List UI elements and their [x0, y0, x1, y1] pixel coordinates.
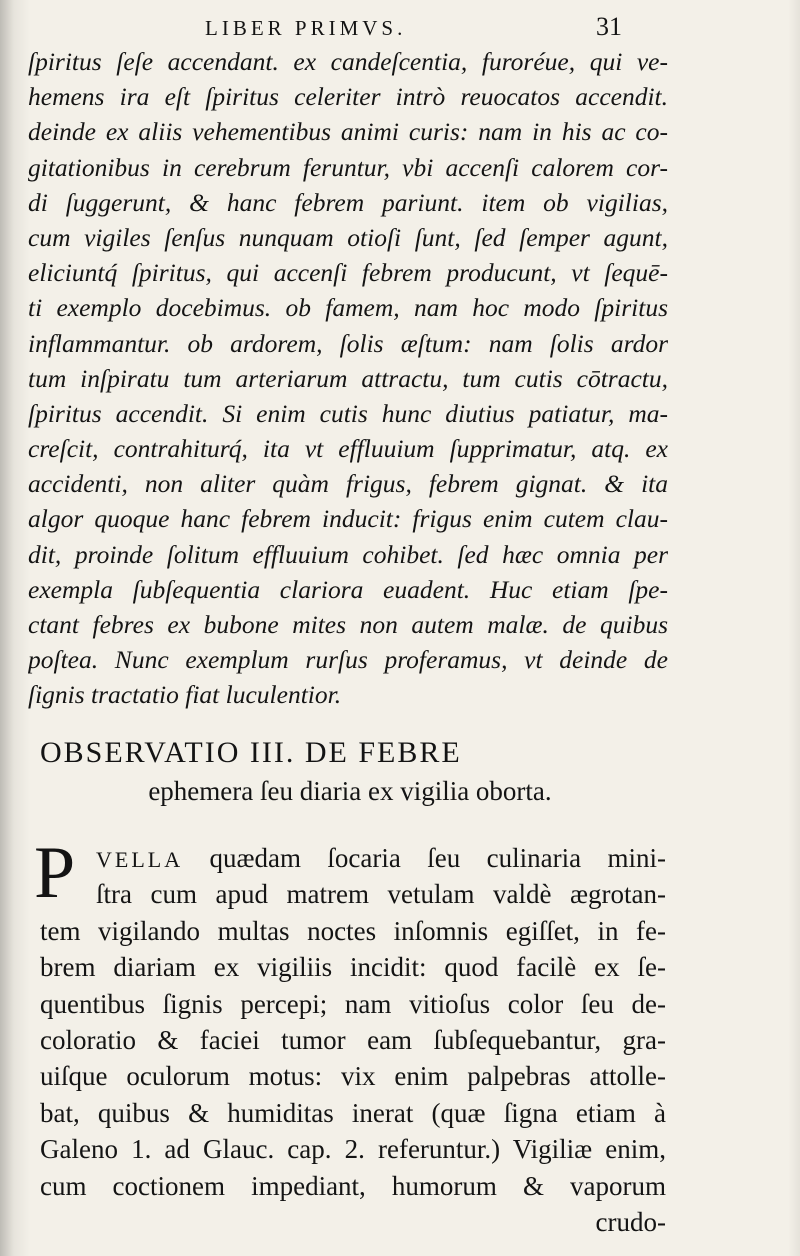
text-line: tem vigilando multas noctes inſomnis egiſſet, in fe-	[40, 915, 666, 946]
text-line: uiſque oculorum motus: vix enim palpebras attolle-	[40, 1061, 666, 1092]
first-line-text: quædam ſocaria ſeu culinaria mini-	[209, 843, 666, 873]
text-line: exempla ſubſequentia clariora euadent. Huc etiam ſpe-	[28, 574, 668, 604]
text-line: ſignis tractatio fiat luculentior.	[28, 680, 342, 710]
text-line: ſpiritus ſeſe accendant. ex candeſcentia, furoréue, qui ve-	[28, 47, 668, 76]
drop-cap-initial: P	[34, 832, 76, 914]
text-line: dit, proinde ſolitum effluuium cohibet. ſed hæc omnia per	[28, 539, 668, 569]
catchword: crudo-	[595, 1206, 666, 1237]
text-line: poſtea. Nunc exemplum rurſus proferamus, vt deinde de	[28, 645, 668, 675]
text-line: Galeno 1. ad Glauc. cap. 2. referuntur.) Vigiliæ enim,	[40, 1134, 666, 1165]
text-line: eliciuntq́ ſpiritus, qui accenſi febrem producunt, vt ſequē-	[28, 258, 668, 288]
section-heading: OBSERVATIO III. DE FEBRE	[40, 736, 462, 769]
text-line: accidenti, non aliter quàm frigus, febrem gignat. & ita	[28, 469, 668, 499]
text-line: cum coctionem impediant, humorum & vaporum	[40, 1170, 666, 1201]
text-line: tum inſpiratu tum arteriarum attractu, tum cutis cōtractu,	[28, 363, 668, 393]
text-line: ſpiritus accendit. Si enim cutis hunc diutius patiatur, ma-	[28, 398, 668, 428]
running-head: LIBER PRIMVS.	[205, 16, 407, 40]
italic-paragraph	[28, 44, 668, 713]
first-word: VELLA	[96, 847, 184, 872]
section-subheading	[0, 776, 800, 807]
text-line: cum vigiles ſenſus nunquam otioſi ſunt, ſed ſemper agunt,	[28, 222, 668, 252]
text-line: hemens ira eſt ſpiritus celeriter intrò reuocatos accendit.	[28, 82, 668, 112]
text-line: quentibus ſignis percepi; nam vitioſus color ſeu de-	[40, 988, 666, 1019]
page-header	[0, 8, 800, 44]
text-line: di ſuggerunt, & hanc febrem pariunt. item ob vigilias,	[28, 187, 668, 217]
text-line: bat, quibus & humiditas inerat (quæ ſigna etiam à	[40, 1097, 666, 1128]
text-line: ti exemplo docebimus. ob famem, nam hoc modo ſpiritus	[28, 293, 668, 323]
text-line: ſtra cum apud matrem vetulam valdè ægrotan-	[96, 879, 666, 910]
text-line: algor quoque hanc febrem inducit: frigus enim cutem clau-	[28, 504, 668, 534]
text-line: ctant febres ex bubone mites non autem malæ. de quibus	[28, 610, 668, 639]
text-line: inflammantur. ob ardorem, ſolis æſtum: nam ſolis ardor	[28, 328, 668, 358]
text-line: brem diariam ex vigiliis incidit: quod facilè ex ſe-	[40, 952, 666, 983]
body-paragraph	[40, 840, 666, 1240]
first-line	[40, 840, 666, 876]
text-line: deinde ex aliis vehementibus animi curis: nam in his ac co-	[28, 117, 668, 147]
text-line: gitationibus in cerebrum feruntur, vbi accenſi calorem cor-	[28, 152, 668, 182]
text-line: coloratio & faciei tumor eam ſubſequebantur, gra-	[40, 1024, 666, 1055]
text-line: creſcit, contrahiturq́, ita vt effluuium ſupprimatur, atq. ex	[28, 434, 668, 464]
page-number: 31	[596, 12, 622, 41]
subheading-text: ephemera ſeu diaria ex vigilia oborta.	[148, 776, 552, 806]
